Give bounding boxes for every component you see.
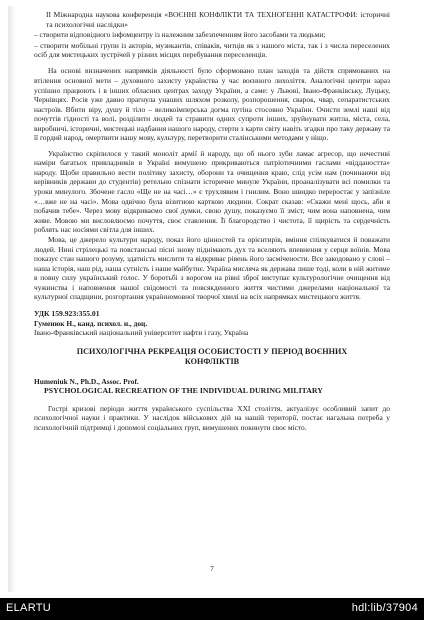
udc-code: УДК 159.923:355.01: [34, 309, 100, 319]
abstract-paragraph: Гострі кризові періоди життя українського суспільства XXI століття, актуалізує особливий запит до психологічної науки і практики. У наслідок військових дій на нашій території, постає нагальна потреба у психологічній підтримці і допомозі соціальних груп, вимушених покинути своє місто.: [34, 403, 390, 433]
conference-header: II Міжнародна наукова конференція «ВОЄННІ КОНФЛІКТИ ТА ТЕХНОГЕННІ КАТАСТРОФИ: історичні та психологічні наслідки»: [46, 10, 390, 29]
article-title-ua: ПСИХОЛОГІЧНА РЕКРЕАЦІЯ ОСОБИСТОСТІ У ПЕРІОД ВОЄННИХ КОНФЛІКТІВ: [76, 346, 348, 366]
page-number: 7: [210, 564, 214, 573]
author-ua-name: Гуменюк Н., канд. психол. н., доц.: [34, 318, 148, 328]
author-en: Humeniuk N., Ph.D., Assoc. Prof.: [34, 376, 139, 386]
bullet-item: – створити відповідного інфомцентру із належним забезпеченням його засобами та людьми;: [34, 30, 326, 40]
article-title-en: PSYCHOLOGICAL RECREATION OF THE INDIVIDUAL DURING MILITARY: [44, 386, 323, 396]
body-paragraph: Мова, це джерело культури народу, показ його цінностей та орієнтирів, вміння спілкуватися й поважати людей. Нині стрілецькі та повстанські пісні знову піднімають дух та вселяють впевнення у серця воїнів. Мова показує стан нашого розуму, здатність мислити та відкриває рівень його засмічености. Все закодовано у слові – наша історія, наш рід, наша сутність і наше майбутнє. Україна мисляча як держава лише тоді, коли в ній житиме в повну силу український голос. У боротьбі з ворогом на рівні зброї виступає культурологічне очищення від чужинства і наповнення нашої свідомості та повсякденного життя чистими джерелами національної та культурної спадщини, розгортання українномовної творчої хвилі на всіх напрямках мистецького життя.: [34, 235, 390, 302]
viewer-footer: [0, 598, 424, 620]
handle-id[interactable]: hdl:lib/37904: [351, 602, 418, 614]
affiliation-ua: Івано-Франківський національний університет нафти і газу, Україна: [34, 327, 249, 337]
repository-name: ELARTU: [6, 602, 51, 614]
bullet-item: – створити мобільні групи із акторів, музикантів, співаків, читців як з нашого міста, так і з числа переселених осіб для мистецьких зустрічей у різних місцях перебування переселенців.: [34, 40, 390, 59]
author-ua: [34, 319, 390, 328]
body-paragraph: На основі визначених напрямків діяльності було сформовано план заходів та дійств спрямованих на втілення основної мети – духовного захисту українства у час воєнного лихоліття. Аналогічні центри зараз успішно працюють і в інших обласних центрах заходу України, а саме: у Львові, Івано-Франківську, Луцьку, Чернівцях. Росія уже давно прагнула унаших шляхом розколу, розпорошення, сварок, чвар, сепаратистських настроїв. Вбити віру, душу й тіло – великоімперська догма путіна стосовно України. Очисти землі наші від почуттів гідності та волі, розділити людей та стравити одних супроти інших, зруйнувати житла, міста, села, виробничі, історичні, мистецькі надбання нашого народу, стерти з карти світу навіть згадки про таку державу та її гордий народ, омертвити нашу мову, культуру, перетворити сталінськими методами у ніщо.: [34, 66, 390, 143]
body-paragraph: Українство скріпилося у такий моноліт армії й народу, що об нього зуби ламає агресор, що нечестиві наміри багатьох привладників в Україні вимушено прикриваються патріотичними гаслами «віддаността» народу. Щоби правильно вести політику захисту, оборони та очищення краю, слід усім нам (починаючи від керівників держави до студентів) ретельно спізнати історичне минуле України, проаналізувати всі помилки та уроки минулого. Збочене гасло «Ще не на часі…» є трухлявим і гнилим. Воно швидко переростає у запізніле «…вже не на часі». Мова одвічно була візитною карткою людини. Сократ сказав: «Скажи мені щось, аби я побачив тебе». Через мову відкриваємо свої думки, свою душу, показуємо її зміст, чим вона наповнена, чим живе. Мовою ми висловлюємо почуття, своє ставлення. Її благородство і чистота, її щирість та сердечність роблять нас носіями світла для інших.: [34, 148, 390, 235]
